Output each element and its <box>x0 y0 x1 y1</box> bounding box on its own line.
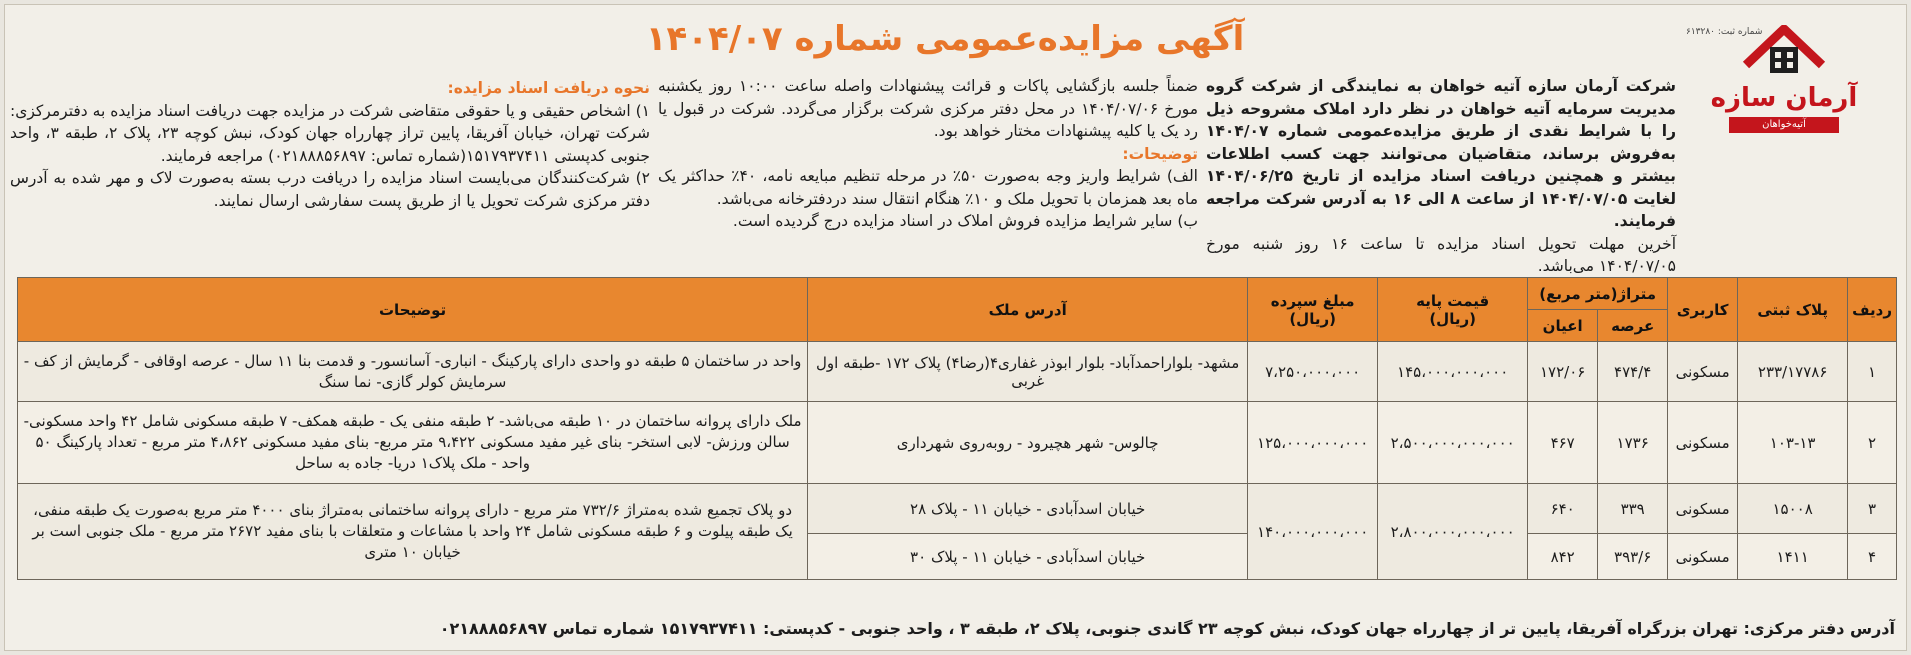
session-text: ضمناً جلسه بازگشایی پاکات و قرائت پیشنهادات واصله ساعت ۱۰:۰۰ روز یکشنبه مورخ ۱۴۰۴/۰۷/۰۶ در محل دفتر مرکزی شرکت برگزار می‌گردد. شرکت در قبول یا رد یک یا کلیه پیشنهادات مختار خواهد بود. <box>658 77 1199 140</box>
intro-text: شرکت آرمان سازه آتیه خواهان به نمایندگی از شرکت گروه مدیریت سرمایه آتیه خواهان در نظر دارد املاک مشروحه ذیل را با شرایط نقدی از طریق مزایده‌عمومی شماره ۱۴۰۴/۰۷ به‌فروش برساند، متقاضیان می‌توانند جهت کسب اطلاعات بیشتر و همچنین دریافت اسناد مزایده از تاریخ ۱۴۰۴/۰۶/۲۵ لغایت ۱۴۰۴/۰۷/۰۵ از ساعت ۸ الی ۱۶ به آدرس شرکت مراجعه فرمایند. <box>1206 77 1677 230</box>
cell-building: ۶۴۰ <box>1528 484 1598 534</box>
table-header-row <box>18 278 1897 310</box>
notice-title: آگهی مزایده‌عمومی شماره ۱۴۰۴/۰۷ <box>645 19 1245 59</box>
note-b: ب) سایر شرایط مزایده فروش املاک در اسناد مزایده درج گردیده است. <box>732 212 1198 230</box>
cell-base-price: ۱۴۵،۰۰۰،۰۰۰،۰۰۰ <box>1378 342 1528 402</box>
company-logo <box>1684 25 1884 129</box>
cell-address: خیابان اسدآبادی - خیابان ۱۱ - پلاک ۲۸ <box>808 484 1248 534</box>
receive-item-1: ۱) اشخاص حقیقی و یا حقوقی متقاضی شرکت در مزایده جهت دریافت اسناد مزایده به دفترمرکزی: شرکت تهران، خیابان آفریقا، پایین تراز چهارراه جهان کودک، نبش کوچه ۲۳، پلاک ۲، طبقه ۳، واحد جنوبی کدپستی ۱۵۱۷۹۳۷۴۱۱(شماره تماس: ۰۲۱۸۸۸۵۶۸۹۷) مراجعه فرمایند. <box>10 101 650 165</box>
cell-deposit: ۱۴۰،۰۰۰،۰۰۰،۰۰۰ <box>1248 484 1378 580</box>
cell-land: ۳۳۹ <box>1598 484 1668 534</box>
cell-plaque: ۱۰۳-۱۳ <box>1738 402 1848 484</box>
header-area: متراژ(متر مربع) <box>1528 278 1668 310</box>
notes-heading: توضیحات: <box>1122 144 1198 163</box>
company-logo-name: آرمان سازه <box>1710 83 1858 113</box>
receive-item-2: ۲) شرکت‌کنندگان می‌بایست اسناد مزایده را دریافت درب بسته به‌صورت لاک و مهر شده به آدرس دفتر مرکزی شرکت تحویل یا از طریق پست سفارشی ارسال نمایند. <box>10 169 650 210</box>
cell-land: ۱۷۳۶ <box>1598 402 1668 484</box>
header-base-price: قیمت پایه (ریال) <box>1378 278 1528 342</box>
cell-usage: مسکونی <box>1668 402 1738 484</box>
table-row <box>18 402 1897 484</box>
cell-usage: مسکونی <box>1668 342 1738 402</box>
table-row <box>18 342 1897 402</box>
cell-land: ۳۹۳/۶ <box>1598 534 1668 580</box>
company-logo-tagline: آتیه‌خواهان <box>1729 117 1839 133</box>
cell-plaque: ۱۵۰۰۸ <box>1738 484 1848 534</box>
cell-building: ۴۶۷ <box>1528 402 1598 484</box>
header-usage: کاربری <box>1668 278 1738 342</box>
cell-row: ۲ <box>1848 402 1897 484</box>
cell-plaque: ۲۳۳/۱۷۷۸۶ <box>1738 342 1848 402</box>
receive-column <box>10 77 650 212</box>
note-a: الف) شرایط واریز وجه به‌صورت ۵۰٪ در مرحله تنظیم مبایعه نامه، ۴۰٪ حداکثر یک ماه بعد همزمان با تحویل ملک و ۱۰٪ هنگام انتقال سند دردفترخانه می‌باشد. <box>658 167 1198 208</box>
cell-base-price: ۲،۵۰۰،۰۰۰،۰۰۰،۰۰۰ <box>1378 402 1528 484</box>
receive-heading: نحوه دریافت اسناد مزایده: <box>447 79 650 97</box>
cell-usage: مسکونی <box>1668 484 1738 534</box>
cell-usage: مسکونی <box>1668 534 1738 580</box>
session-column <box>658 75 1198 233</box>
notice-sheet <box>4 4 1907 651</box>
company-registration: شماره ثبت: ۶۱۳۲۸۰ <box>1686 27 1763 37</box>
header-address: آدرس ملک <box>808 278 1248 342</box>
header-description: توضیحات <box>18 278 808 342</box>
header-row-number: ردیف <box>1848 278 1897 342</box>
cell-base-price: ۲،۸۰۰،۰۰۰،۰۰۰،۰۰۰ <box>1378 484 1528 580</box>
cell-deposit: ۱۲۵،۰۰۰،۰۰۰،۰۰۰ <box>1248 402 1378 484</box>
cell-address: خیابان اسدآبادی - خیابان ۱۱ - پلاک ۳۰ <box>808 534 1248 580</box>
cell-description: ملک دارای پروانه ساختمان در ۱۰ طبقه می‌باشد- ۲ طبقه منفی یک - طبقه همکف- ۷ طبقه مسکونی شامل ۴۲ واحد مسکونی- سالن ورزش- لابی استخر- بنای غیر مفید مسکونی ۹،۴۲۲ متر مربع- بنای مفید مسکونی ۴،۸۶۲ متر مربع - تعداد پارکینگ ۵۰ واحد - ملک پلاک۱ دریا- جاده به ساحل <box>18 402 808 484</box>
cell-address: مشهد- بلواراحمدآباد- بلوار ابوذر غفاری۴(رضا۴) پلاک ۱۷۲ -طبقه اول غربی <box>808 342 1248 402</box>
header-deposit: مبلغ سپرده (ریال) <box>1248 278 1378 342</box>
cell-description: واحد در ساختمان ۵ طبقه دو واحدی دارای پارکینگ - انباری- آسانسور- و قدمت بنا ۱۱ سال - عرصه اوقافی - گرمایش از کف - سرمایش کولر گازی- نما سنگ <box>18 342 808 402</box>
cell-row: ۳ <box>1848 484 1897 534</box>
intro-column <box>1206 75 1676 278</box>
cell-row: ۱ <box>1848 342 1897 402</box>
cell-building: ۸۴۲ <box>1528 534 1598 580</box>
cell-row: ۴ <box>1848 534 1897 580</box>
footer-address: آدرس دفتر مرکزی: تهران بزرگراه آفریقا، پایین تر از چهارراه جهان کودک، نبش کوچه ۲۳ گاندی جنوبی، پلاک ۲، طبقه ۳ ، واحد جنوبی - کدپستی: ۱۵۱۷۹۳۷۴۱۱ شماره تماس ۰۲۱۸۸۸۵۶۸۹۷ <box>439 619 1895 638</box>
cell-deposit: ۷،۲۵۰،۰۰۰،۰۰۰ <box>1248 342 1378 402</box>
header-plaque: پلاک ثبتی <box>1738 278 1848 342</box>
intro-deadline: آخرین مهلت تحویل اسناد مزایده تا ساعت ۱۶ روز شنبه مورخ ۱۴۰۴/۰۷/۰۵ می‌باشد. <box>1206 234 1676 275</box>
header-land: عرصه <box>1598 310 1668 342</box>
table-row <box>18 484 1897 534</box>
properties-table <box>17 277 1897 580</box>
cell-description: دو پلاک تجمیع شده به‌متراژ ۷۳۲/۶ متر مربع - دارای پروانه ساختمانی به‌متراژ بنای ۴۰۰۰ متر مربع به‌صورت یک طبقه منفی، یک طبقه پیلوت و ۶ طبقه مسکونی شامل ۲۴ واحد با مشاعات و متعلقات با بنای مفید ۲۶۷۲ متر مربع - ملک جنوبی است بر خیابان ۱۰ متری <box>18 484 808 580</box>
cell-address: چالوس- شهر هچیرود - روبه‌روی شهرداری <box>808 402 1248 484</box>
cell-plaque: ۱۴۱۱ <box>1738 534 1848 580</box>
cell-building: ۱۷۲/۰۶ <box>1528 342 1598 402</box>
header-building: اعیان <box>1528 310 1598 342</box>
cell-land: ۴۷۴/۴ <box>1598 342 1668 402</box>
